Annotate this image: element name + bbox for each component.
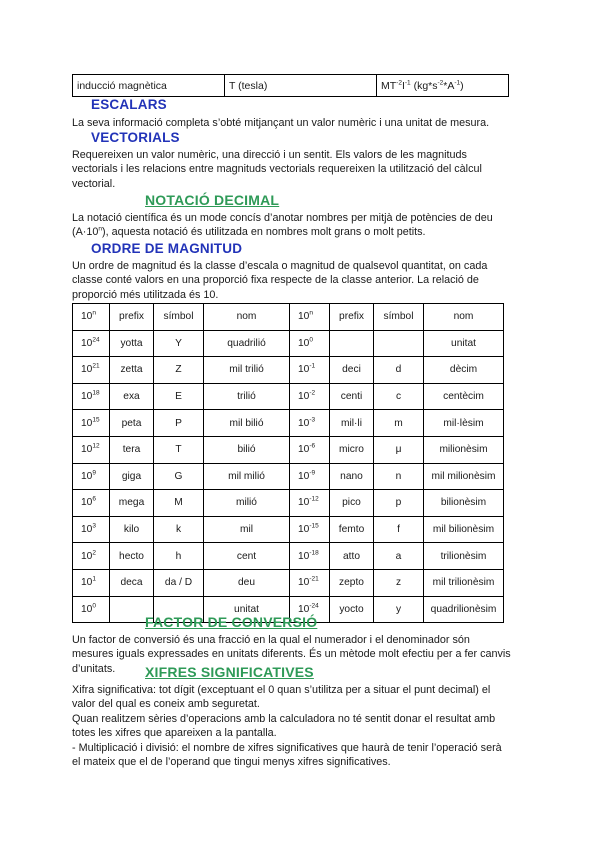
table-cell: pico (330, 490, 374, 517)
table-cell: quadrilió (204, 330, 290, 357)
table-cell: P (154, 410, 204, 437)
table-cell: μ (374, 436, 424, 463)
table-cell: mil trilionèsim (424, 569, 504, 596)
table-row (73, 75, 509, 97)
table-cell: $10^{18}$ (73, 383, 110, 410)
table-row (73, 463, 504, 490)
table-cell: bilió (204, 436, 290, 463)
table-cell: zepto (330, 569, 374, 596)
table-cell: yocto (330, 596, 374, 623)
table-cell: $10^0$ (73, 596, 110, 623)
table-header-cell: 10$^n$ (290, 304, 330, 331)
table-cell: Z (154, 357, 204, 384)
heading-vectorials: VECTORIALS (91, 130, 180, 145)
table-cell: y (374, 596, 424, 623)
table-cell: exa (110, 383, 154, 410)
table-cell: yotta (110, 330, 154, 357)
table-cell (330, 330, 374, 357)
table-cell: $10^{-24}$ (290, 596, 330, 623)
escalars-text: La seva informació completa s’obté mitjançant un valor numèric i una unitat de mesura. (72, 117, 490, 129)
magnitude-table (72, 303, 504, 623)
table-cell: $10^1$ (73, 569, 110, 596)
table-cell: kilo (110, 516, 154, 543)
table-row (73, 543, 504, 570)
table-cell: mil·li (330, 410, 374, 437)
table-cell: $10^2$ (73, 543, 110, 570)
xifres-paragraph-3: - Multiplicació i divisió: el nombre de xifres significatives que haurà de tenir l’operació serà el mateix que el de l’operand que tingui menys xifres significatives. (72, 742, 502, 769)
table-cell: mil milió (204, 463, 290, 490)
table-cell: $10^0$ (290, 330, 330, 357)
table-cell: deca (110, 569, 154, 596)
table-cell: giga (110, 463, 154, 490)
table-cell: $10^{-1}$ (290, 357, 330, 384)
table-cell: k (154, 516, 204, 543)
vectorials-text: Requereixen un valor numèric, una direcció i un sentit. Els valors de les magnituds vectorials i les relacions entre magnituds vectorials requereixen la utilització del càlcul vectorial. (72, 149, 482, 190)
ordre-text: Un ordre de magnitud és la classe d’escala o magnitud de qualsevol quantitat, on cada classe conté valors en una proporció fixa respecte de la classe anterior. La relació de proporció més utilitzada és 10. (72, 260, 488, 301)
table-row (73, 436, 504, 463)
table-cell: $10^{-6}$ (290, 436, 330, 463)
table-cell: T (154, 436, 204, 463)
table-cell: Y (154, 330, 204, 357)
table-cell: peta (110, 410, 154, 437)
table-cell: tera (110, 436, 154, 463)
table-cell: centi (330, 383, 374, 410)
table-cell: quadrilionèsim (424, 596, 504, 623)
table-cell: $10^{-21}$ (290, 569, 330, 596)
table-header-row (73, 304, 504, 331)
table-cell: mil·lèsim (424, 410, 504, 437)
notacio-text: La notació científica és un mode concís d’anotar nombres per mitjà de potències de deu $(A\cdot 10^n)$, aquesta notació és utilitzada en nombres molt grans o molt petits. (72, 212, 493, 239)
table-cell: trilionèsim (424, 543, 504, 570)
table-row (73, 569, 504, 596)
table-cell: $10^{24}$ (73, 330, 110, 357)
heading-escalars: ESCALARS (91, 97, 167, 112)
table-cell: atto (330, 543, 374, 570)
table-cell: $10^{-15}$ (290, 516, 330, 543)
table-cell: milionèsim (424, 436, 504, 463)
table-cell: dècim (424, 357, 504, 384)
table-cell: unitat (424, 330, 504, 357)
heading-factor-de-conversio: FACTOR DE CONVERSIÓ (145, 614, 318, 630)
unit-cell: T (tesla) (225, 75, 377, 97)
units-table (72, 74, 509, 97)
table-cell: trilió (204, 383, 290, 410)
table-cell: nano (330, 463, 374, 490)
table-row (73, 516, 504, 543)
table-cell: G (154, 463, 204, 490)
table-cell: $10^{15}$ (73, 410, 110, 437)
heading-xifres-significatives: XIFRES SIGNIFICATIVES (145, 664, 314, 680)
table-cell: mil trilió (204, 357, 290, 384)
table-header-cell: prefix (330, 304, 374, 331)
table-header-cell: prefix (110, 304, 154, 331)
table-header-cell: 10$^n$ (73, 304, 110, 331)
table-cell: a (374, 543, 424, 570)
table-cell: $10^{-2}$ (290, 383, 330, 410)
table-cell: c (374, 383, 424, 410)
xifres-paragraph-2: Quan realitzem sèries d’operacions amb la calculadora no té sentit donar el resultat amb totes les xifres que apareixen a la pantalla. (72, 713, 496, 740)
table-cell: hecto (110, 543, 154, 570)
table-row (73, 410, 504, 437)
table-cell: da / D (154, 569, 204, 596)
table-cell: femto (330, 516, 374, 543)
table-cell: mega (110, 490, 154, 517)
table-cell: $10^9$ (73, 463, 110, 490)
table-cell: $10^{21}$ (73, 357, 110, 384)
table-cell: micro (330, 436, 374, 463)
table-cell: mil milionèsim (424, 463, 504, 490)
table-cell: $10^{-9}$ (290, 463, 330, 490)
table-cell: p (374, 490, 424, 517)
table-header-cell: nom (424, 304, 504, 331)
table-cell: f (374, 516, 424, 543)
factor-text: Un factor de conversió és una fracció en la qual el numerador i el denominador són mesures iguals expressades en unitats diferents. És un mètode molt efectiu per a fer canvis d’unitats. (72, 634, 511, 675)
quantity-cell: inducció magnètica (73, 75, 225, 97)
table-cell: $10^{-18}$ (290, 543, 330, 570)
table-row (73, 330, 504, 357)
table-cell: d (374, 357, 424, 384)
table-header-cell: símbol (154, 304, 204, 331)
table-row (73, 490, 504, 517)
table-cell: $10^3$ (73, 516, 110, 543)
table-cell: $10^{-3}$ (290, 410, 330, 437)
table-row (73, 383, 504, 410)
table-cell: milió (204, 490, 290, 517)
table-cell: mil (204, 516, 290, 543)
table-cell: deci (330, 357, 374, 384)
table-cell: h (154, 543, 204, 570)
dimension-cell: $MT^{-2}I^{-1}$ $(kg*s^{-2}*A^{-1})$ (377, 75, 509, 97)
table-cell: cent (204, 543, 290, 570)
table-header-cell: símbol (374, 304, 424, 331)
table-cell: m (374, 410, 424, 437)
table-cell: deu (204, 569, 290, 596)
table-cell: z (374, 569, 424, 596)
table-cell: unitat (204, 596, 290, 623)
table-cell: $10^{12}$ (73, 436, 110, 463)
table-row (73, 357, 504, 384)
table-cell: n (374, 463, 424, 490)
table-cell: M (154, 490, 204, 517)
table-cell: centècim (424, 383, 504, 410)
xifres-paragraph-1: Xifra significativa: tot dígit (exceptuant el 0 quan s’utilitza per a situar el punt decimal) el valor del qual es coneix amb seguretat. (72, 684, 491, 711)
table-cell: $10^{-12}$ (290, 490, 330, 517)
heading-notacio-decimal: NOTACIÓ DECIMAL (145, 192, 280, 208)
table-cell: zetta (110, 357, 154, 384)
table-cell: mil bilionèsim (424, 516, 504, 543)
table-cell: $10^6$ (73, 490, 110, 517)
table-header-cell: nom (204, 304, 290, 331)
heading-ordre-de-magnitud: ORDRE DE MAGNITUD (91, 241, 243, 256)
table-cell (374, 330, 424, 357)
table-cell: mil bilió (204, 410, 290, 437)
table-cell: bilionèsim (424, 490, 504, 517)
table-cell: E (154, 383, 204, 410)
